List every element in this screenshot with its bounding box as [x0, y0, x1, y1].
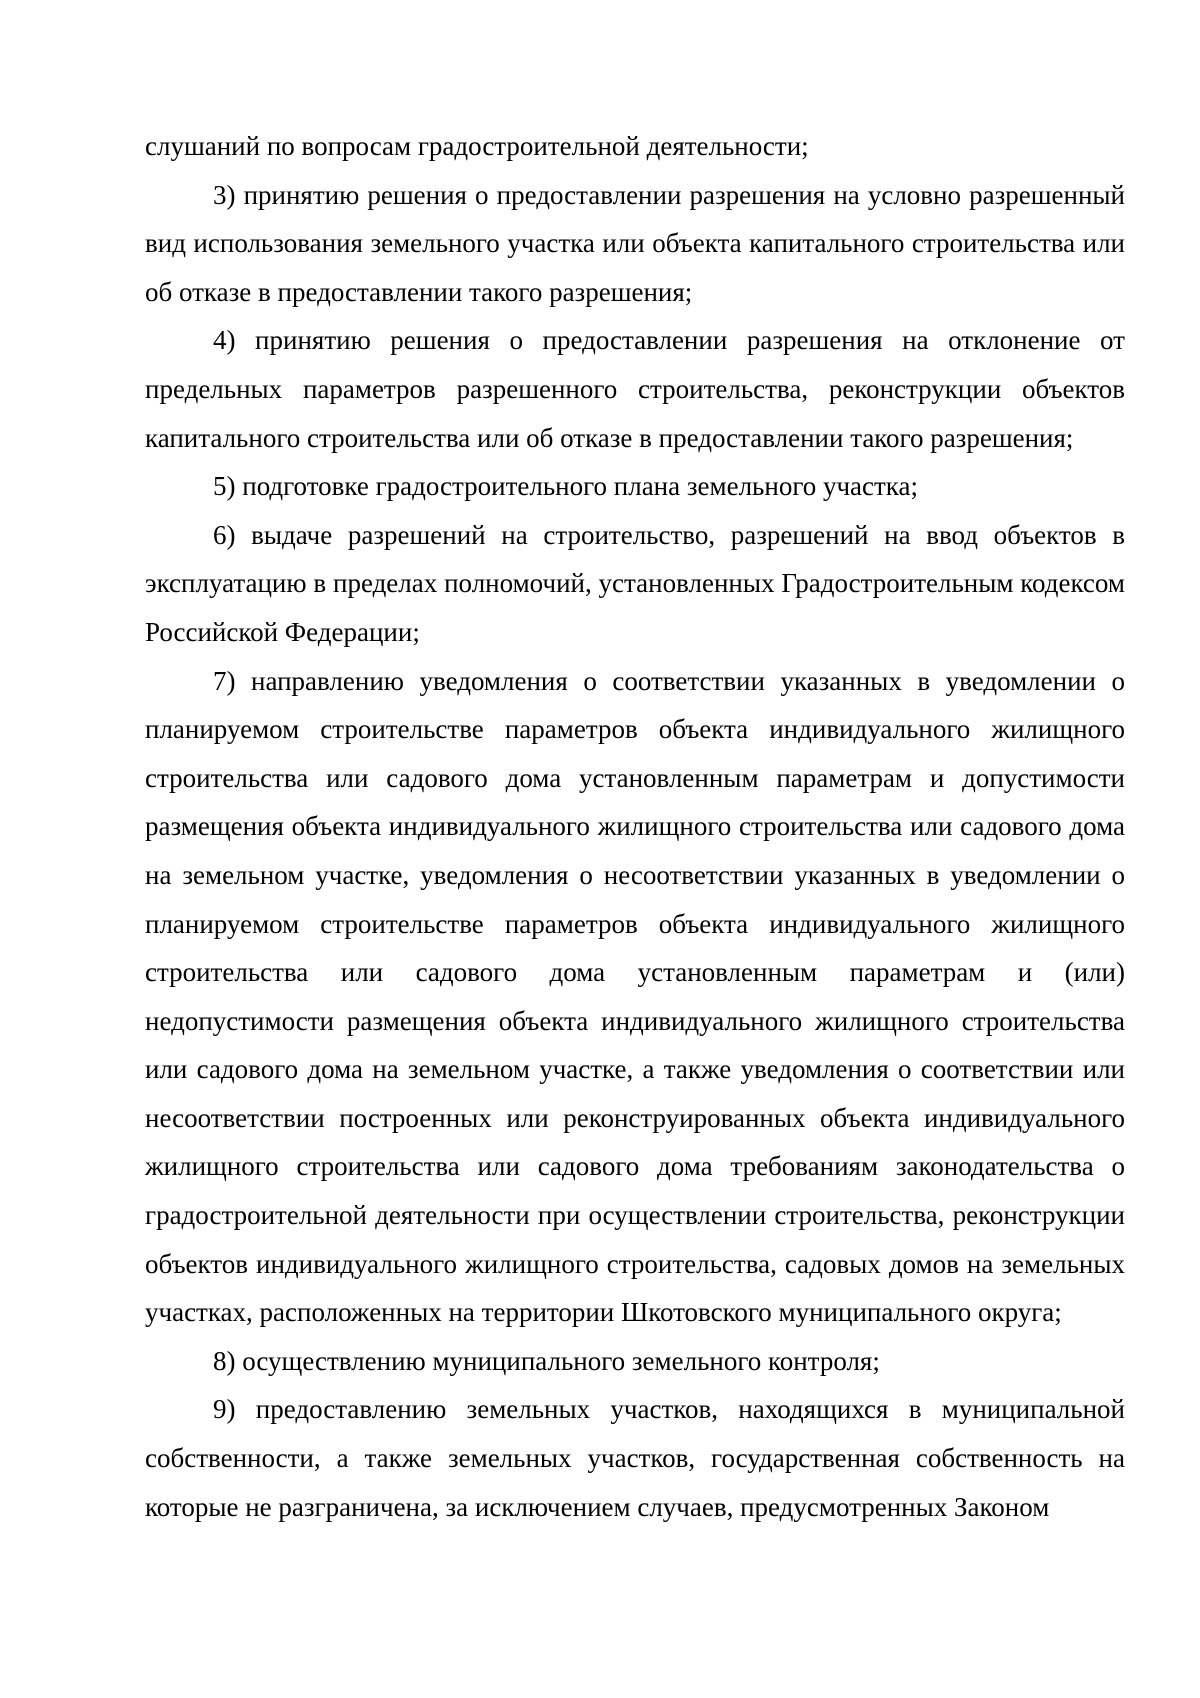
paragraph-continuation: слушаний по вопросам градостроительной деятельности; — [145, 131, 809, 161]
paragraph-item-4: 4) принятию решения о предоставлении разрешения на отклонение от предельных параметров разрешенного строительства, реконструкции объектов капитального строительства или об отказе в предоставлении такого разрешения; — [145, 325, 1125, 453]
paragraph-item-8: 8) осуществлению муниципального земельного контроля; — [213, 1345, 880, 1376]
paragraph-item-9: 9) предоставлению земельных участков, находящихся в муниципальной собственности, а также земельных участков, государственная собственность на которые не разграничена, за исключением случаев, предусмотренных Законом — [145, 1394, 1125, 1522]
paragraph-item-3: 3) принятию решения о предоставлении разрешения на условно разрешенный вид использования земельного участка или объекта капитального строительства или об отказе в предоставлении такого разрешения; — [145, 179, 1125, 307]
paragraph-item-5: 5) подготовке градостроительного плана земельного участка; — [213, 471, 919, 502]
document-body — [145, 122, 1125, 1531]
paragraph-item-7: 7) направлению уведомления о соответствии указанных в уведомлении о планируемом строительстве параметров объекта индивидуального жилищного строительства или садового дома установленным параметрам и допустимости размещения объекта индивидуального жилищного строительства или садового дома на земельном участке, уведомления о несоответствии указанных в уведомлении о планируемом строительстве параметров объекта индивидуального жилищного строительства или садового дома установленным параметрам и (или) недопустимости размещения объекта индивидуального жилищного строительства или садового дома на земельном участке, а также уведомления о соответствии или несоответствии построенных или реконструированных объекта индивидуального жилищного строительства или садового дома требованиям законодательства о градостроительной деятельности при осуществлении строительства, реконструкции объектов индивидуального жилищного строительства, садовых домов на земельных участках, расположенных на территории Шкотовского муниципального округа; — [145, 665, 1125, 1328]
paragraph-item-6: 6) выдаче разрешений на строительство, разрешений на ввод объектов в эксплуатацию в пределах полномочий, установленных Градостроительным кодексом Российской Федерации; — [145, 519, 1125, 647]
